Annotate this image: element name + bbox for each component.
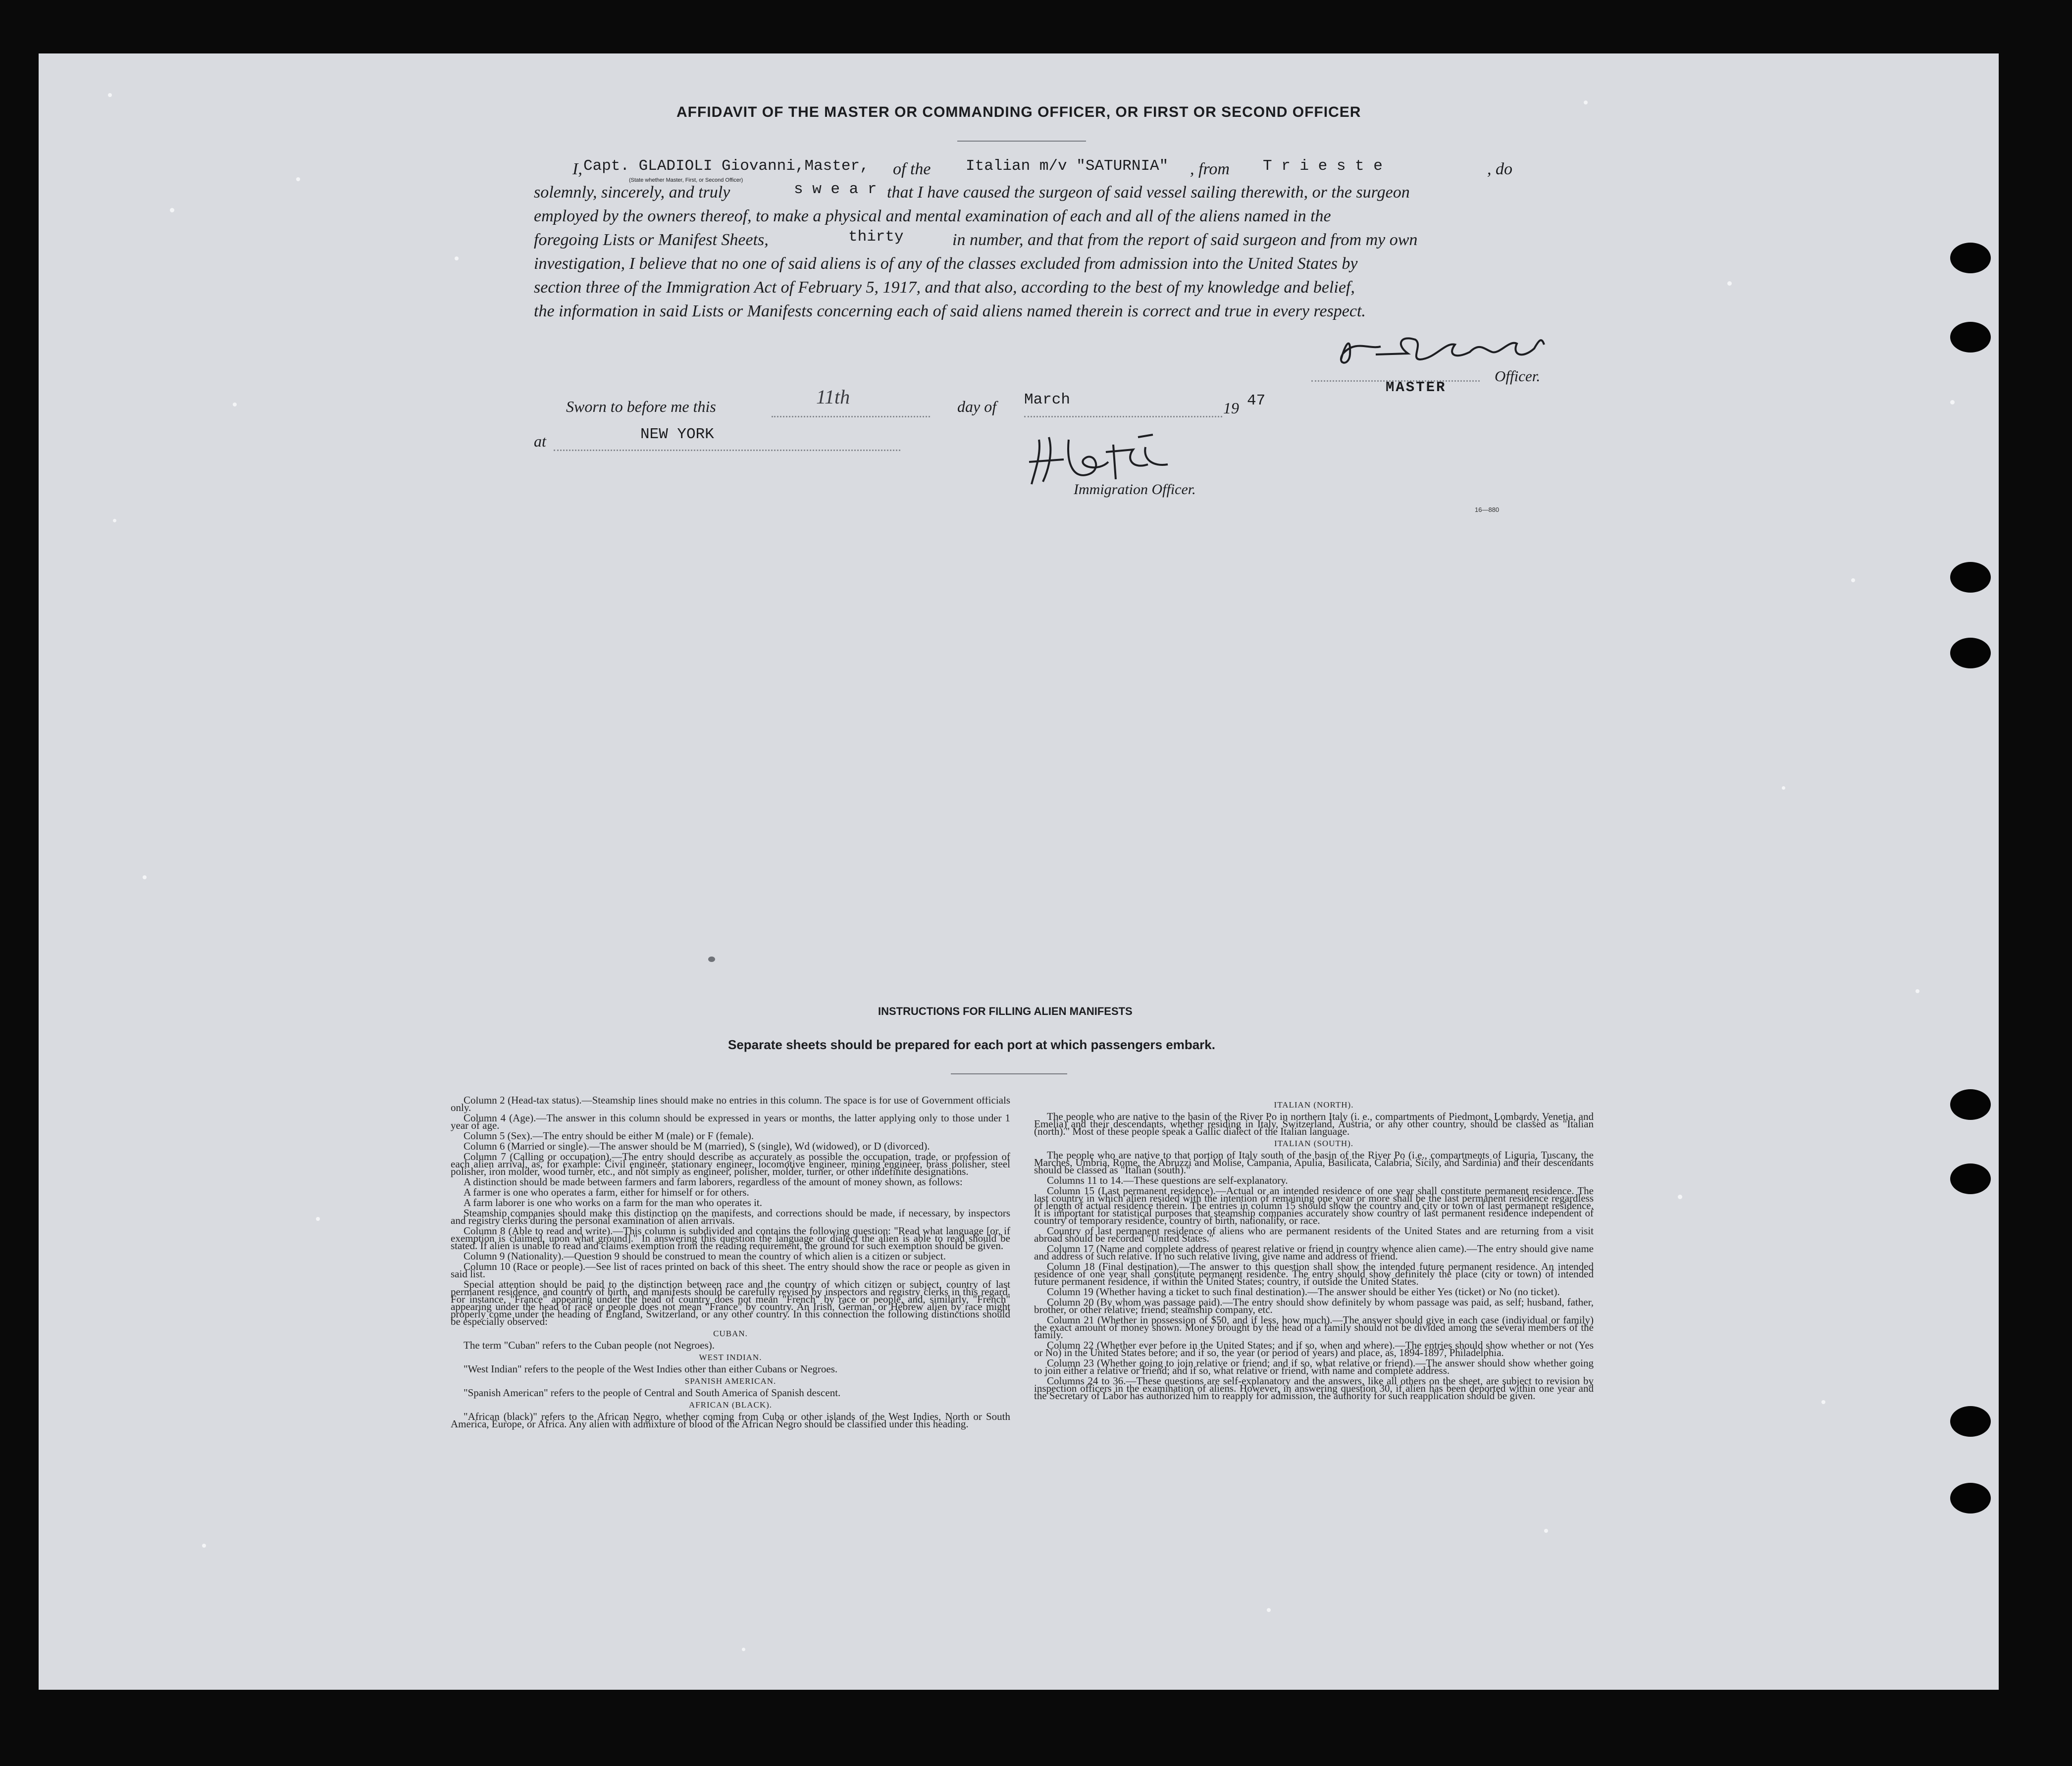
affidavit-line-2a: solemnly, sincerely, and truly (534, 183, 730, 202)
alien-count: thirty (848, 228, 904, 246)
binder-hole (1950, 1163, 1991, 1194)
affidavit-line-5: investigation, I believe that no one of said aliens is of any of the classes excluded from admission into the United States by (534, 254, 1358, 273)
instructions-heading: CUBAN. (713, 1329, 748, 1338)
paper-speck (202, 1544, 206, 1548)
paper-speck (1916, 989, 1919, 993)
immigration-officer-label: Immigration Officer. (1074, 481, 1196, 498)
affidavit-line-4a: foregoing Lists or Manifest Sheets, (534, 231, 769, 249)
affidavit-line-2b: that I have caused the surgeon of said vessel sailing therewith, or the surgeon (887, 183, 1410, 202)
instructions-paragraph: "West Indian" refers to the people of the West Indies other than either Cubans or Negroes. (464, 1363, 838, 1375)
paper-speck (1851, 578, 1855, 582)
instructions-paragraph: Country of last permanent residence of aliens who are permanent residents of the United States and are returning from a visit abroad should be recorded "United States." (1034, 1225, 1594, 1244)
instructions-paragraph: Column 22 (Whether ever before in the United States; and if so, when and where).—The entries should show whether or not (Yes or No) in the United States before; and if so, the year (or period of years) and place, as, 1894-1897, Philadelphia. (1034, 1339, 1594, 1359)
instructions-paragraph: Columns 24 to 36.—These questions are self-explanatory and the answers, like all others on the sheet, are subject to revision by inspection officers in the examination of aliens. However, in answering question 30, if alien has been deported within one year and the Secretary of Labor has authorized him to reapply for admission, the authority for such reapplication should be given. (1034, 1375, 1594, 1402)
instructions-paragraph: Column 8 (Able to read and write).—This column is subdivided and contains the following question: "Read what language [or, if exemption is claimed, upon what ground]." In answering this question the language or dialect the alien is able to read should be stated. If alien is unable to read and claims exemption from the reading requirement, the ground for such exemption should be given. (451, 1225, 1010, 1252)
instructions-paragraph: Column 15 (Last permanent residence).—Actual or an intended residence of one year shall constitute permanent residence. The last country in which alien resided with the intention of remaining one year or more shall be the last permanent residence regardless of length of actual residence therein. The entries in column 15 should show the country and city or town of last permanent residence. It is important for statistical purposes that steamship companies accurately show country of last permanent residence independent of country of temporary residence, country of birth, nationality, or race. (1034, 1185, 1594, 1226)
sworn-month: March (1024, 391, 1071, 408)
binder-hole (1950, 638, 1991, 668)
paper-speck (1950, 400, 1955, 404)
paper-speck (1678, 1195, 1682, 1199)
at-label: at (534, 432, 546, 450)
instructions-paragraph: Column 6 (Married or single).—The answer should be M (married), S (single), Wd (widowed), or D (divorced). (464, 1140, 930, 1152)
do-label: , do (1487, 160, 1512, 178)
paper-speck (1782, 786, 1785, 790)
ink-spot (708, 957, 715, 962)
instructions-paragraph: Column 4 (Age).—The answer in this column should be expressed in years or months, the latter applying only to those under 1 year of age. (451, 1112, 1010, 1131)
vessel-name: Italian m/v "SATURNIA" (966, 157, 1169, 175)
paper-speck (1544, 1529, 1548, 1533)
instructions-paragraph: Steamship companies should make this distinction on the manifests, and corrections should be made, if necessary, by inspectors and registry clerks during the personal examination of alien arrivals. (451, 1207, 1010, 1226)
paper-speck (1727, 281, 1732, 286)
paper-speck (108, 93, 112, 97)
paper-speck (113, 519, 116, 522)
instructions-paragraph: Column 17 (Name and complete address of nearest relative or friend in country whence alien came).—The entry should give name and address of such relative. If no such relative living, give name and address of friend. (1034, 1243, 1594, 1262)
port-of-departure: T r i e s t e (1263, 157, 1383, 175)
affidavit-line-7: the information in said Lists or Manifests concerning each of said aliens named therein is correct and true in every respect. (534, 302, 1366, 320)
officer-caption: (State whether Master, First, or Second Officer) (629, 177, 743, 183)
instructions-subtitle: Separate sheets should be prepared for each port at which passengers embark. (728, 1037, 1215, 1052)
instructions-paragraph: Column 9 (Nationality).—Question 9 should be construed to mean the country of which alien is a citizen or subject. (464, 1250, 946, 1262)
binder-hole (1950, 562, 1991, 593)
instructions-heading: ITALIAN (SOUTH). (1274, 1139, 1354, 1148)
place-line (554, 450, 900, 451)
instructions-paragraph: Column 18 (Final destination).—The answer to this question shall show the intended future permanent residence. An intended residence of one year shall constitute permanent residence. The entry should show definitely the place (city or town) of intended future permanent residence, if within the United States; country, if outside the United States. (1034, 1261, 1594, 1287)
instructions-paragraph: Column 2 (Head-tax status).—Steamship lines should make no entries in this column. The space is for use of Government officials only. (451, 1097, 1010, 1113)
paper-speck (233, 403, 237, 406)
binder-hole (1950, 322, 1991, 353)
instructions-paragraph: Special attention should be paid to the distinction between race and the country of which citizen or subject, country of last permanent residence, and country of birth, and manifests should be carefully revised by inspectors and registry clerks in this regard. For instance, "France" appearing under the head of country does not mean "French" by race or people, and, similarly, "French" appearing under the head of race or people does not mean "France" by country. An Irish, German, or Hebrew alien by race might properly come under the heading of England, Switzerland, or any other country. In this connection the following distinctions should be especially observed: (451, 1278, 1010, 1327)
paper-speck (316, 1217, 320, 1221)
instructions-heading: AFRICAN (BLACK). (688, 1400, 773, 1410)
instructions-paragraph: Column 21 (Whether in possession of $50, and if less, how much).—The answer should give in each case (individual or family) the exact amount of money shown. Money brought by the head of a family should not be divided among the several members of the family. (1034, 1314, 1594, 1341)
sworn-place: NEW YORK (640, 426, 714, 443)
of-the-label: of the (893, 160, 931, 178)
instructions-heading: WEST INDIAN. (699, 1353, 762, 1362)
instructions-paragraph: A distinction should be made between farmers and farm laborers, regardless of the amount of money shown, as follows: (464, 1176, 963, 1188)
swear-word: s w e a r (794, 181, 877, 198)
i-prefix: I, (572, 160, 582, 178)
instructions-paragraph: The people who are native to the basin of the River Po in northern Italy (i. e., compartments of Piedmont, Lombardy, Venetia, and Emelia) and their descendants, whether residing in Italy, Switzerland, Austria, or any other country, should be classed as "Italian (north)." Most of these people speak a Gallic dialect of the Italian language. (1034, 1110, 1594, 1137)
affidavit-line-6: section three of the Immigration Act of February 5, 1917, and that also, according to the best of my knowledge and belief, (534, 278, 1355, 297)
form-number: 16—880 (1475, 506, 1500, 513)
instructions-paragraph: Column 19 (Whether having a ticket to such final destination).—The answer should be either Yes (ticket) or No (no ticket). (1047, 1286, 1560, 1298)
sworn-day: 11th (816, 386, 850, 408)
instructions-paragraph: Column 10 (Race or people).—See list of races printed on back of this sheet. The entry should show the race or people as given in said list. (451, 1261, 1010, 1280)
instructions-right-column (1034, 1097, 1594, 1659)
sworn-label: Sworn to before me this (566, 398, 716, 415)
paper-speck (143, 875, 147, 879)
instructions-title: INSTRUCTIONS FOR FILLING ALIEN MANIFESTS (878, 1005, 1133, 1017)
paper-speck (742, 1648, 745, 1651)
paper-speck (1584, 101, 1588, 104)
instructions-paragraph: The term "Cuban" refers to the Cuban people (not Negroes). (464, 1339, 715, 1351)
instructions-paragraph: The people who are native to that portion of Italy south of the basin of the River Po (i.e., compartments of Liguria, Tuscany, the Marches, Umbria, Rome, the Abruzzi and Molise, Campania, Apulia, Basilicata, Calabria, Sicily, and Sardinia) and their descendants should be classed as "Italian (south)." (1034, 1149, 1594, 1176)
binder-hole (1950, 1406, 1991, 1437)
affidavit-line-3: employed by the owners thereof, to make a physical and mental examination of each and all of the aliens named in the (534, 207, 1331, 225)
binder-hole (1950, 1483, 1991, 1514)
binder-hole (1950, 243, 1991, 273)
month-line (1024, 416, 1222, 417)
year-prefix: 19 (1223, 399, 1239, 417)
year-suffix: 47 (1247, 392, 1266, 409)
paper-speck (296, 177, 300, 181)
binder-hole (1950, 1089, 1991, 1120)
manifest-sheet (39, 53, 1999, 1690)
paper-speck (455, 256, 459, 260)
day-line (772, 416, 930, 417)
instructions-paragraph: Column 20 (By whom was passage paid).—The entry should show definitely by whom passage was paid, as self; husband, father, brother, or other relative; friend; steamship company, etc. (1034, 1296, 1594, 1315)
title-rule (957, 141, 1086, 142)
paper-speck (1267, 1608, 1271, 1612)
officer-label: Officer. (1495, 367, 1541, 385)
affidavit-line-4b: in number, and that from the report of said surgeon and from my own (952, 231, 1418, 249)
instructions-paragraph: Columns 11 to 14.—These questions are self-explanatory. (1047, 1174, 1288, 1186)
instructions-paragraph: A farm laborer is one who works on a farm for the man who operates it. (464, 1197, 762, 1209)
instructions-heading: SPANISH AMERICAN. (684, 1376, 777, 1386)
paper-speck (1821, 1400, 1825, 1404)
instructions-paragraph: "Spanish American" refers to the people of Central and South America of Spanish descent. (464, 1387, 841, 1399)
instructions-left-column (451, 1097, 1010, 1659)
instructions-paragraph: Column 5 (Sex).—The entry should be either M (male) or F (female). (464, 1130, 754, 1142)
day-of-label: day of (957, 398, 997, 415)
instructions-paragraph: "African (black)" refers to the African Negro, whether coming from Cuba or other islands of the West Indies, North or South America, Europe, or Africa. Any alien with admixture of blood of the African Negro should be classified under this heading. (451, 1411, 1010, 1430)
master-stamp: MASTER (1386, 379, 1447, 396)
instructions-rule (951, 1073, 1067, 1074)
instructions-paragraph: Column 7 (Calling or occupation).—The entry should describe as accurately as possible the occupation, trade, or profession of each alien arrival, as, for example: Civil engineer, stationary engineer, locomotive engineer, mining engineer, brass polisher, steel polisher, iron molder, wood turner, etc., and not simply as engineer, polisher, molder, turner, or other indefinite designations. (451, 1151, 1010, 1177)
officer-name: Capt. GLADIOLI Giovanni,Master, (583, 157, 869, 175)
instructions-paragraph: Column 23 (Whether going to join relative or friend; and if so, what relative or friend).—The answer should show whether going to join either a relative or friend; and if so, what relative or friend, with name and complete address. (1034, 1357, 1594, 1376)
instructions-heading: ITALIAN (NORTH). (1274, 1100, 1354, 1110)
from-label: , from (1190, 160, 1230, 178)
instructions-paragraph: A farmer is one who operates a farm, either for himself or for others. (464, 1186, 749, 1198)
paper-speck (170, 208, 174, 212)
affidavit-title: AFFIDAVIT OF THE MASTER OR COMMANDING OFFICER, OR FIRST OR SECOND OFFICER (676, 104, 1361, 120)
